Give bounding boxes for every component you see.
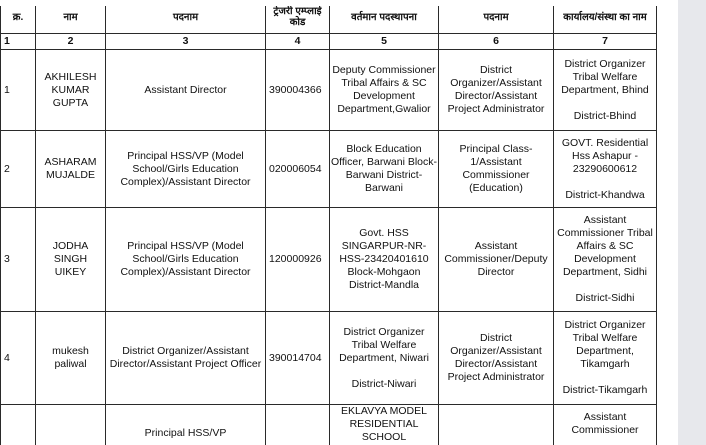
table-row: [1, 312, 657, 405]
cell-office: [554, 208, 657, 312]
cell-office-district: District-Bhind: [573, 109, 637, 122]
cell-office: Assistant Commissioner: [554, 405, 657, 445]
header-treasury-code: ट्रेजरी एम्प्लाई कोड: [266, 1, 330, 34]
cropped-top-edge: [0, 0, 678, 6]
colnum-6: 6: [439, 34, 554, 50]
cell-name: JODHA SINGH UIKEY: [36, 208, 106, 312]
cell-name: mukesh paliwal: [36, 312, 106, 405]
cell-new-post: District Organizer/Assistant Director/Assistant Project Administrator: [439, 312, 554, 405]
column-number-row: [1, 34, 657, 50]
cell-post: Principal HSS/VP (Model School/Girls Education Complex)/Assistant Director: [106, 131, 266, 208]
colnum-7: 7: [554, 34, 657, 50]
cell-name: ASHARAM MUJALDE: [36, 131, 106, 208]
cell-name: AKHILESH KUMAR GUPTA: [36, 50, 106, 131]
cell-current-posting: [330, 312, 439, 405]
cell-office: [554, 131, 657, 208]
cell-sno: 3: [1, 208, 36, 312]
cell-sno: 4: [1, 312, 36, 405]
header-office: कार्यालय/संस्था का नाम: [554, 1, 657, 34]
table-row: [1, 50, 657, 131]
cell-sno: 2: [1, 131, 36, 208]
cell-office: [554, 312, 657, 405]
cell-post: Principal HSS/VP: [106, 405, 266, 445]
cell-office-district: District-Tikamgarh: [562, 384, 648, 396]
table-row: [1, 208, 657, 312]
header-name: नाम: [36, 1, 106, 34]
cell-office-district: District-Sidhi: [575, 292, 635, 304]
cell-current-posting: Govt. HSS SINGARPUR-NR-HSS-23420401610 Block-Mohgaon District-Mandla: [330, 208, 439, 312]
cell-office-district: District-Khandwa: [565, 188, 645, 201]
cell-code: [266, 405, 330, 445]
cell-current-posting: Deputy Commissioner Tribal Affairs & SC Development Department,Gwalior: [330, 50, 439, 131]
table-row: [1, 131, 657, 208]
cell-current-text: District Organizer Tribal Welfare Department, Niwari: [339, 325, 429, 364]
cell-office-text: GOVT. Residential Hss Ashapur - 23290600612: [561, 136, 649, 175]
cell-name: [36, 405, 106, 445]
viewer-side-panel: [678, 0, 706, 445]
cell-office: [554, 50, 657, 131]
cell-code: 390014704: [266, 312, 330, 405]
header-post: पदनाम: [106, 1, 266, 34]
cell-code: 020006054: [266, 131, 330, 208]
cell-post: Assistant Director: [106, 50, 266, 131]
cell-current-posting: Block Education Officer, Barwani Block-Barwani District-Barwani: [330, 131, 439, 208]
colnum-2: 2: [36, 34, 106, 50]
cell-code: 120000926: [266, 208, 330, 312]
cell-new-post: District Organizer/Assistant Director/Assistant Project Administrator: [439, 50, 554, 131]
cell-office-text: District Organizer Tribal Welfare Department, Bhind: [561, 57, 649, 96]
cell-post: District Organizer/Assistant Director/Assistant Project Officer: [106, 312, 266, 405]
cell-new-post: Principal Class-1/Assistant Commissioner (Education): [439, 131, 554, 208]
cell-sno: [1, 405, 36, 445]
cell-current-posting: EKLAVYA MODEL RESIDENTIAL SCHOOL: [330, 405, 439, 445]
cell-current-district: District-Niwari: [351, 377, 417, 390]
cell-new-post: Assistant Commissioner/Deputy Director: [439, 208, 554, 312]
cell-new-post: [439, 405, 554, 445]
cell-office-text: Assistant Commissioner Tribal Affairs & SC Development Department, Sidhi: [557, 214, 653, 278]
colnum-3: 3: [106, 34, 266, 50]
colnum-4: 4: [266, 34, 330, 50]
table-row: [1, 405, 657, 445]
cell-code: 390004366: [266, 50, 330, 131]
header-current-posting: वर्तमान पदस्थापना: [330, 1, 439, 34]
header-sno: क्र.: [1, 1, 36, 34]
cell-post: Principal HSS/VP (Model School/Girls Education Complex)/Assistant Director: [106, 208, 266, 312]
cell-office-text: District Organizer Tribal Welfare Department, Tikamgarh: [564, 319, 646, 370]
header-new-post: पदनाम: [439, 1, 554, 34]
colnum-5: 5: [330, 34, 439, 50]
colnum-1: 1: [1, 34, 36, 50]
cell-sno: 1: [1, 50, 36, 131]
